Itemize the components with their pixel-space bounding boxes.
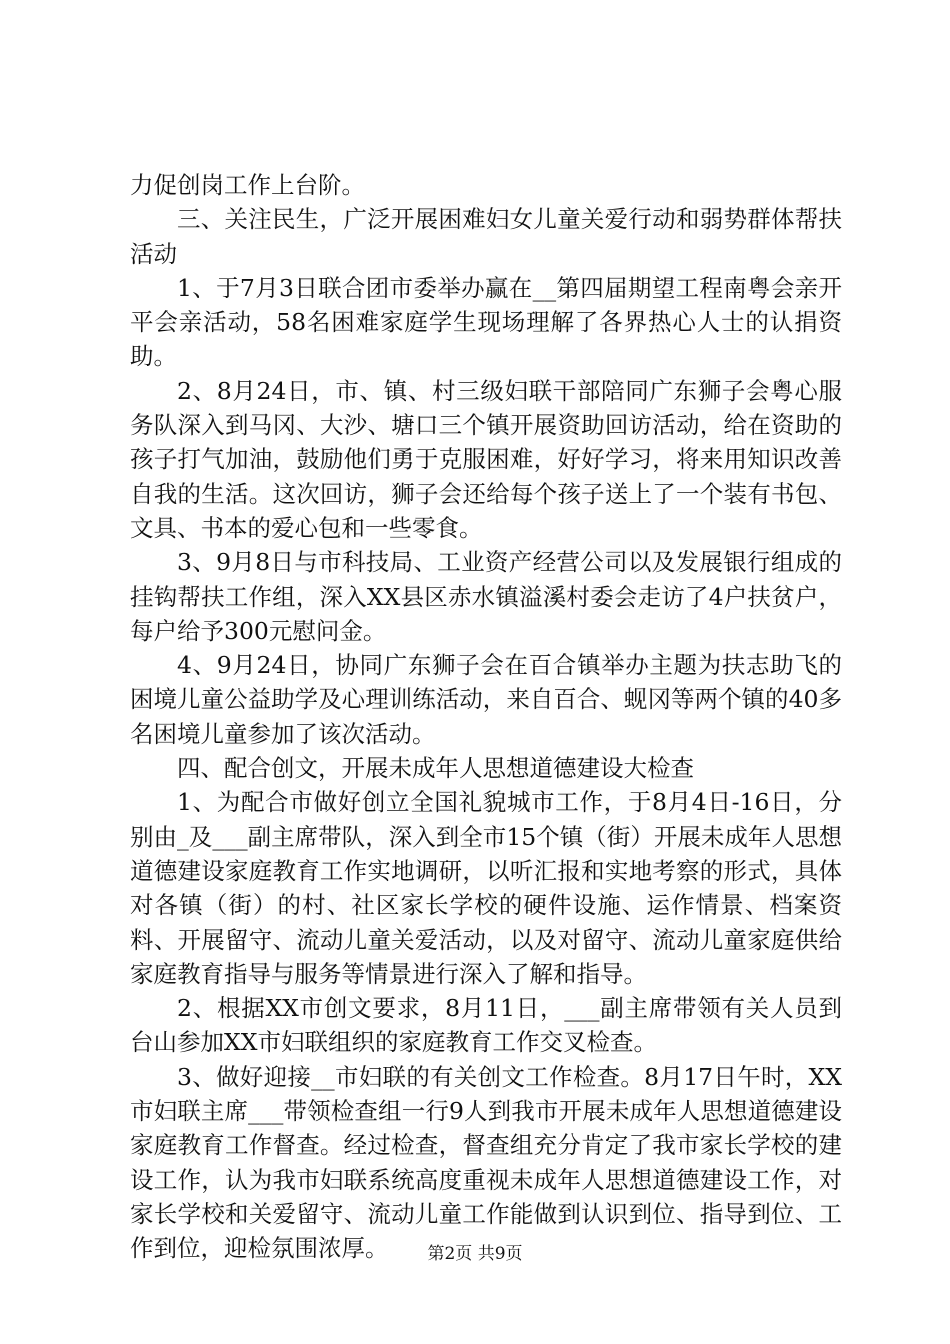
page-footer xyxy=(0,1242,950,1266)
section-heading-3: 三、关注民生，广泛开展困难妇女儿童关爱行动和弱势群体帮扶活动 xyxy=(130,205,842,268)
paragraph-item: 3、9月8日与市科技局、工业资产经营公司以及发展银行组成的挂钩帮扶工作组，深入XX县区赤水镇溢溪村委会走访了4户扶贫户，每户给予300元慰问金。 xyxy=(130,548,842,645)
document-body xyxy=(130,168,842,1266)
section-heading-4: 四、配合创文，开展未成年人思想道德建设大检查 xyxy=(177,754,694,783)
paragraph-item: 2、根据XX市创文要求，8月11日，___副主席带领有关人员到台山参加XX市妇联组织的家庭教育工作交叉检查。 xyxy=(130,994,842,1057)
paragraph-item: 4、9月24日，协同广东狮子会在百合镇举办主题为扶志助飞的困境儿童公益助学及心理训练活动，来自百合、蚬冈等两个镇的40多名困境儿童参加了该次活动。 xyxy=(130,651,842,748)
page-number: 第2页 共9页 xyxy=(427,1244,523,1264)
paragraph-continuation: 力促创岗工作上台阶。 xyxy=(130,171,365,199)
paragraph-item: 2、8月24日，市、镇、村三级妇联干部陪同广东狮子会粤心服务队深入到马冈、大沙、塘口三个镇开展资助回访活动，给在资助的孩子打气加油，鼓励他们勇于克服困难，好好学习，将来用知识改善自我的生活。这次回访，狮子会还给每个孩子送上了一个装有书包、文具、书本的爱心包和一些零食。 xyxy=(130,376,842,542)
paragraph-item: 1、于7月3日联合团市委举办赢在__第四届期望工程南粤会亲开平会亲活动，58名困难家庭学生现场理解了各界热心人士的认捐资助。 xyxy=(130,273,842,371)
paragraph-item: 1、为配合市做好创立全国礼貌城市工作，于8月4日-16日，分别由_及___副主席带队，深入到全市15个镇（街）开展未成年人思想道德建设家庭教育工作实地调研，以听汇报和实地考察的形式，具体对各镇（街）的村、社区家长学校的硬件设施、运作情景、档案资料、开展留守、流动儿童关爱活动，以及对留守、流动儿童家庭供给家庭教育指导与服务等情景进行深入了解和指导。 xyxy=(130,788,842,988)
paragraph-item: 3、做好迎接__市妇联的有关创文工作检查。8月17日午时，XX市妇联主席___带领检查组一行9人到我市开展未成年人思想道德建设家庭教育工作督查。经过检查，督查组充分肯定了我市家长学校的建设工作，认为我市妇联系统高度重视未成年人思想道德建设工作，对家长学校和关爱留守、流动儿童工作能做到认识到位、指导到位、工作到位，迎检氛围浓厚。 xyxy=(130,1062,842,1263)
